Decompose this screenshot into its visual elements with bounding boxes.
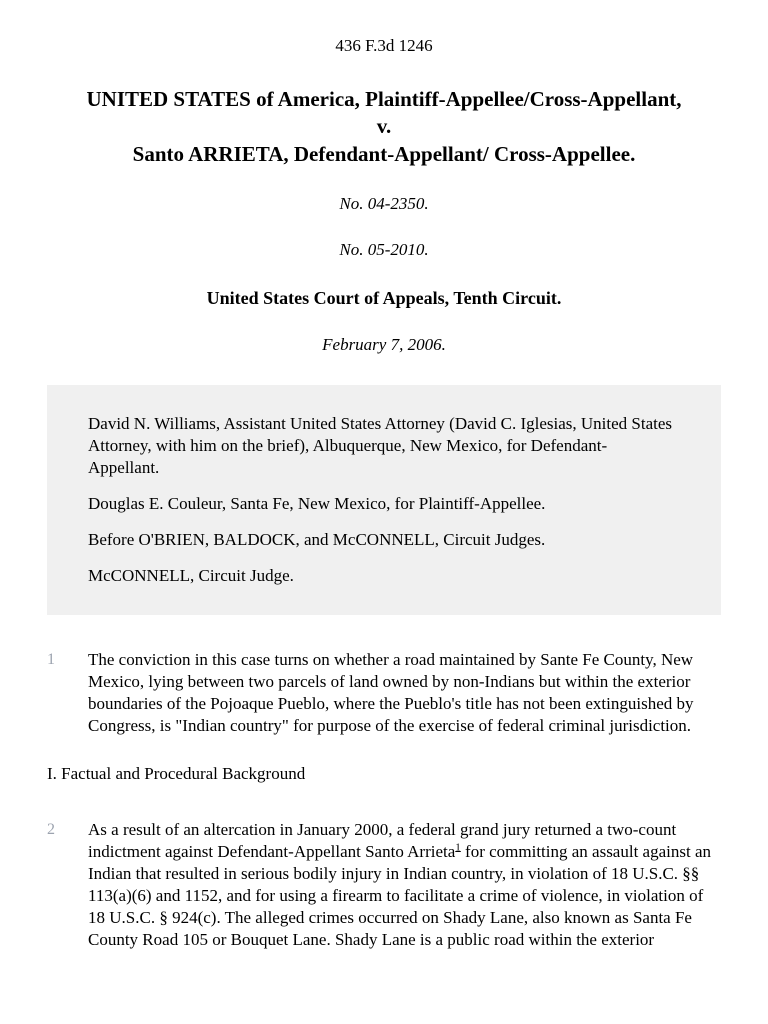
attorney-block [47, 385, 721, 615]
docket-number-1: No. 04-2350. [339, 193, 429, 213]
paragraph-text-before-footnote: As a result of an altercation in January 2000, a federal grand jury returned a two-count indictment against Defendant-Appellant Santo Arrieta [88, 819, 677, 861]
case-title-party2: Santo ARRIETA, Defendant-Appellant/ Cross-Appellee. [132, 141, 636, 166]
authoring-judge-line: McCONNELL, Circuit Judge. [88, 565, 294, 585]
attorney-paragraph: Douglas E. Couleur, Santa Fe, New Mexico, for Plaintiff-Appellee. [88, 493, 546, 513]
case-title-party1: UNITED STATES of America, Plaintiff-Appellee/Cross-Appellant, [86, 87, 682, 111]
paragraph-text [88, 819, 721, 951]
paragraph-text: The conviction in this case turns on whether a road maintained by Sante Fe County, New Mexico, lying between two parcels of land owned by non-Indians but within the exterior boundaries of the Pojoaque Pueblo, where the Pueblo's title has not been extinguished by Congress, is "Indian country" for purpose of the exercise of federal criminal jurisdiction. [88, 649, 694, 735]
case-title-versus: v. [376, 114, 392, 139]
paragraph-number: 1 [47, 650, 55, 668]
footnote-1-link[interactable]: 1 [455, 841, 461, 854]
opinion-paragraph-2 [47, 819, 721, 951]
opinion-paragraph-1 [47, 649, 721, 737]
decision-date: February 7, 2006. [322, 334, 446, 354]
court-name: United States Court of Appeals, Tenth Circuit. [206, 287, 562, 308]
judges-panel-line: Before O'BRIEN, BALDOCK, and McCONNELL, Circuit Judges. [88, 529, 546, 549]
case-citation: 436 F.3d 1246 [335, 36, 433, 55]
case-title [64, 86, 704, 168]
attorney-paragraph: David N. Williams, Assistant United States Attorney (David C. Iglesias, United States Attorney, with him on the brief), Albuquerque, New Mexico, for Defendant-Appellant. [88, 413, 673, 477]
docket-number-2: No. 05-2010. [339, 239, 429, 259]
paragraph-number: 2 [47, 820, 55, 838]
paragraph-text-after-footnote: for committing an assault against an Indian that resulted in serious bodily injury in Indian country, in violation of 18 U.S.C. §§ 113(a)(6) and 1152, and for using a firearm to facilitate a crime of violence, in violation of 18 U.S.C. § 924(c). The alleged crimes occurred on Shady Lane, also known as Santa Fe County Road 105 or Bouquet Lane. Shady Lane is a public road within the exterior [88, 841, 711, 949]
section-heading-factual-background: I. Factual and Procedural Background [47, 763, 306, 783]
